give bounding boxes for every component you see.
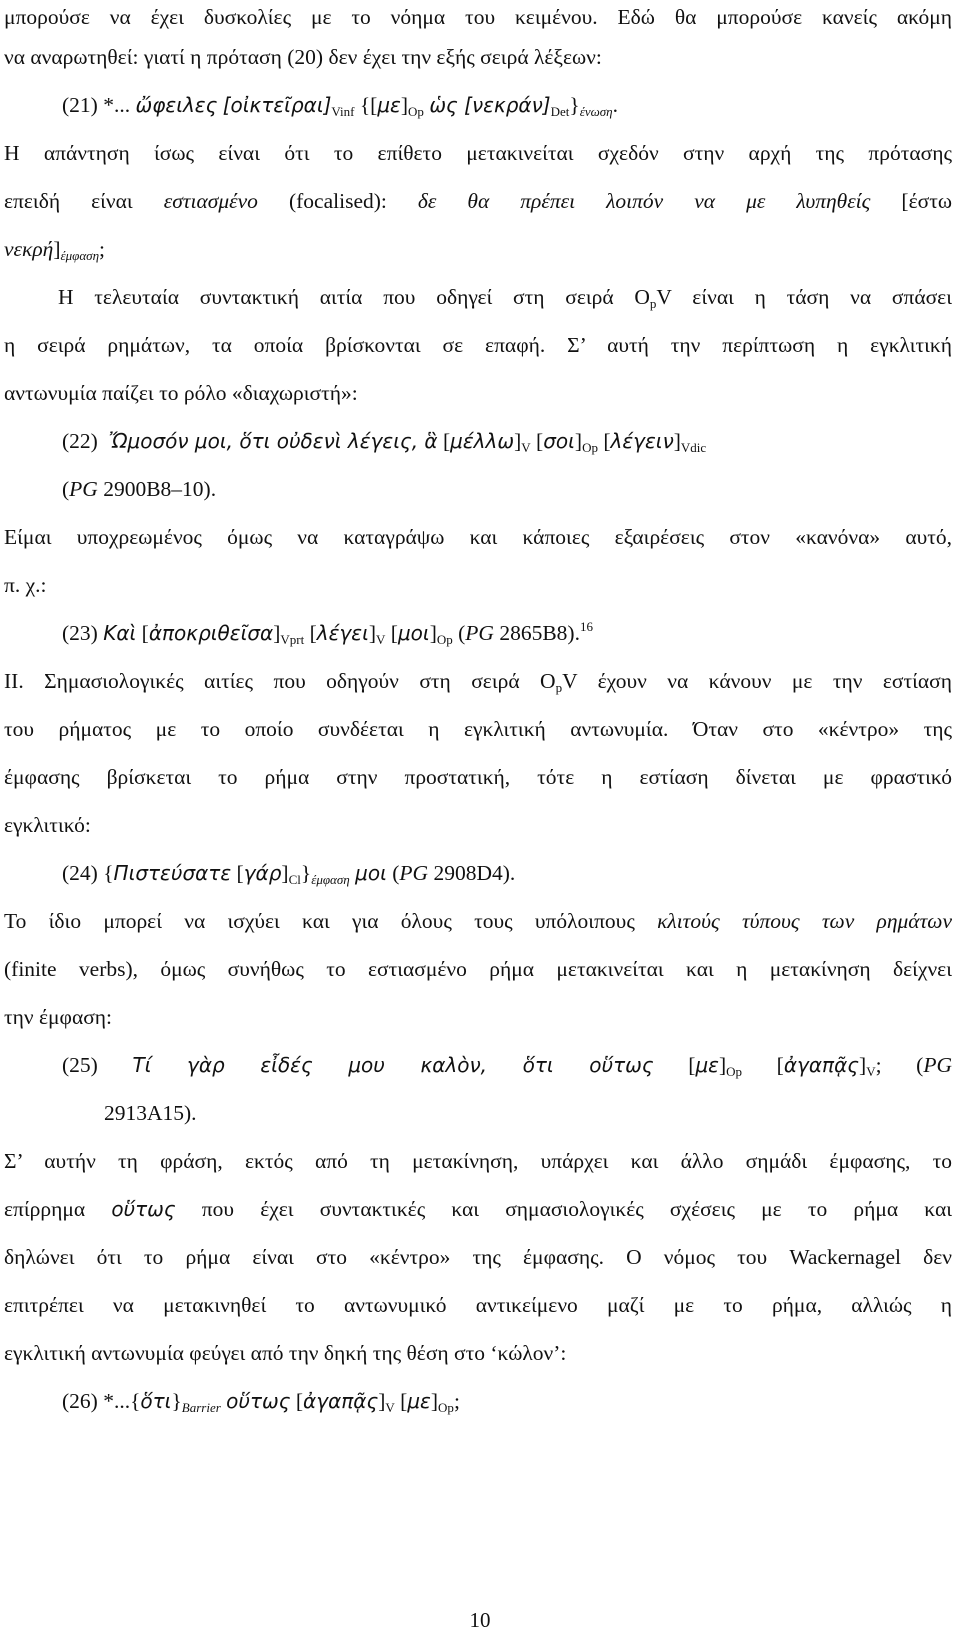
example-21: (21) *... ὤφειλες $[oἰ\kappa\tau\varepsilon ῖ\rho\alpha\iota]_{Vinf}$ {$[\mu\varepsilon]_{Op}$ ὡς $[\nu\varepsilon\kappa\rho ά\nu]_{Det}\}_{έ\nu\omega\sigma\eta}$.: [62, 93, 619, 119]
body-line: επίρρημα οὕτως που έχει συντακτικές και σημασιολογικές σχέσεις με το ρήμα και: [4, 1197, 952, 1221]
body-line: II. Σημασιολογικές αιτίες που οδηγούν στη σειρά $O_pV$ έχουν να κάνουν με την εστίαση: [4, 669, 953, 695]
body-line: του ρήματος με το οποίο συνδέεται η εγκλιτική αντωνυμία. Όταν στο «κέντρο» της: [4, 717, 952, 741]
body-line: επειδή είναι εστιασμένο (focalised): δε θα πρέπει λοιπόν να με λυπηθείς [έστω: [4, 189, 952, 213]
example-26: (26) $*...\{ὅ\tau\iota\}_{Barrier}$ οὕτως $[ἀ\gamma\alpha\pi ᾷ\varsigma]_V$ $[\mu\varepsilon]_{Op}$;: [62, 1389, 460, 1415]
example-22: (22) Ὤμοσόν μοι, ὅτι οὐδενὶ λέγεις, ἃ $[\mu έ\lambda\lambda\omega]_V$ $[\sigma o\iota]_{Op}$ $[\lambda έ\gamma\varepsilon\iota\nu]_{Vdic}$: [62, 429, 707, 455]
body-line: (finite verbs), όμως συνήθως το εστιασμένο ρήμα μετακινείται και η μετακίνηση δείχνει: [4, 957, 952, 981]
body-line: δηλώνει ότι το ρήμα είναι στο «κέντρο» της έμφασης. Ο νόμος του Wackernagel δεν: [4, 1245, 952, 1269]
body-line: αντωνυμία παίζει το ρόλο «διαχωριστή»:: [4, 381, 358, 405]
body-line: Το ίδιο μπορεί να ισχύει και για όλους τους υπόλοιπους κλιτούς τύπους των ρημάτων: [4, 909, 952, 933]
body-line: εγκλιτική αντωνυμία φεύγει από την δηκή της θέση στο ‘κώλον’:: [4, 1341, 567, 1365]
body-line: Σ’ αυτήν τη φράση, εκτός από τη μετακίνηση, υπάρχει και άλλο σημάδι έμφασης, το: [4, 1149, 952, 1173]
example-24: (24) {Πιστεύσατε $[\gamma ά\rho]_{Cl}\}_{έ\mu\varphi\alpha\sigma\eta}$ μοι (PG 2908D4).: [62, 861, 516, 887]
body-line: $\nu\varepsilon\kappa\rho ή]_{έ\mu\varphi\alpha\sigma\eta}$;: [4, 237, 106, 263]
body-line: Η τελευταία συντακτική αιτία που οδηγεί στη σειρά $O_pV$ είναι η τάση να σπάσει: [58, 285, 952, 311]
body-line: την έμφαση:: [4, 1005, 113, 1029]
body-line: έμφασης βρίσκεται το ρήμα στην προστατική, τότε η εστίαση δίνεται με φραστικό: [4, 765, 952, 789]
footnote-marker[interactable]: 16: [579, 619, 593, 634]
page-number: 10: [469, 1608, 491, 1632]
example-25-source: 2913A15).: [104, 1101, 197, 1125]
body-line: π. χ.:: [4, 573, 47, 597]
body-line: επιτρέπει να μετακινηθεί το αντωνυμικό αντικείμενο μαζί με το ρήμα, αλλιώς η: [4, 1293, 952, 1317]
body-line: η σειρά ρημάτων, τα οποία βρίσκονται σε επαφή. Σ’ αυτή την περίπτωση η εγκλιτική: [4, 333, 952, 357]
example-23: (23) Καὶ $[ἀ\pi o\kappa\rho\iota\theta\varepsilon ῖ\sigma\alpha]_{Vprt}$ $[\lambda έ\gamma\varepsilon\iota]_V$ $[\mu o\iota]_{Op}$ (PG 2865B8).$^{16}$: [62, 619, 593, 647]
body-line: να αναρωτηθεί: γιατί η πρόταση (20) δεν έχει την εξής σειρά λέξεων:: [4, 45, 602, 69]
example-25: (25) Τί γὰρ εἶδές μου καλὸν, ὅτι οὕτως $[\mu\varepsilon]_{Op}$ $[ἀ\gamma\alpha\pi ᾷ\varsigma]_V$; (PG: [62, 1053, 953, 1079]
body-line: εγκλιτικό:: [4, 813, 91, 837]
example-22-source: (PG 2900B8–10).: [62, 477, 217, 501]
body-line: Είμαι υποχρεωμένος όμως να καταγράψω και κάποιες εξαιρέσεις στον «κανόνα» αυτό,: [4, 525, 952, 549]
body-line: Η απάντηση ίσως είναι ότι το επίθετο μετακινείται σχεδόν στην αρχή της πρότασης: [4, 141, 952, 165]
body-line: μπορούσε να έχει δυσκολίες με το νόημα του κειμένου. Εδώ θα μπορούσε κανείς ακόμη: [4, 5, 952, 29]
